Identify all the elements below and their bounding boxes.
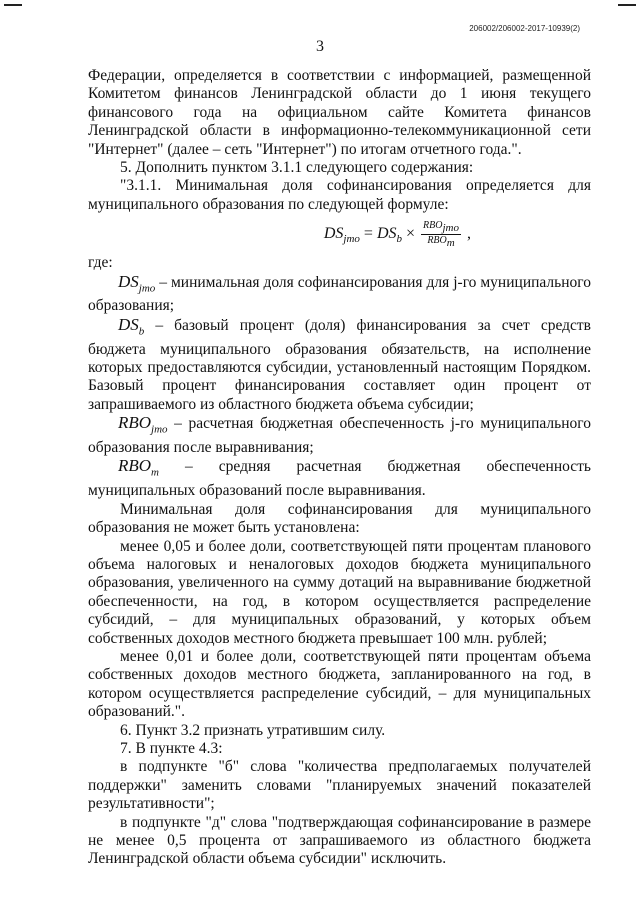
definition-ds-jmo: $DS_{jmo}$ – минимальная доля софинансирования для j-го муниципального образования;: [88, 271, 591, 315]
paragraph-federation-info: Федерации, определяется в соответствии с информацией, размещенной Комитетом финансов Ленинградской области до 1 июня текущего финансового года на официальном сайте Комитета финансов Ленинградской области в информационно-телекоммуникационной сети "Интернет" (далее – сеть "Интернет") по итогам отчетного года.".: [88, 67, 591, 158]
paragraph-less-005: менее 0,05 и более доли, соответствующей пяти процентам планового объема налоговых и неналоговых доходов бюджета муниципального образования, увеличенного на сумму дотаций на выравнивание бюджетной обеспеченности, на год, в котором осуществляется распределение субсидий, – для муниципальных образований, у которых объем собственных доходов местного бюджета превышает 100 млн. рублей;: [88, 537, 591, 647]
document-body: [88, 67, 591, 869]
cofinancing-formula: [88, 214, 591, 254]
formula-rhs: $DS_b$: [376, 225, 403, 246]
item-5: 5. Дополнить пунктом 3.1.1 следующего содержания:: [120, 159, 474, 177]
definition-ds-b: $DS_b$ – базовый процент (доля) финансирования за счет средств бюджета муниципального образования обязательств, на исполнение которых предоставляются субсидии, установленный настоящим Порядком. Базовый процент финансирования составляет один процент от запрашиваемого из областного бюджета объема субсидии;: [88, 314, 591, 413]
item-7: 7. В пункте 4.3:: [120, 739, 223, 757]
formula-times: ×: [402, 225, 420, 243]
item-6: 6. Пункт 3.2 признать утратившим силу.: [120, 721, 386, 739]
page-number: 3: [316, 38, 324, 55]
paragraph-3-1-1: "3.1.1. Минимальная доля софинансирования определяется для муниципального образования по следующей формуле:: [88, 177, 591, 213]
subitem-d: в подпункте "д" слова "подтверждающая софинансирование в размере не менее 0,5 процента от запрашиваемого из областного бюджета Ленинградской области объема субсидии" исключить.: [88, 813, 591, 868]
subitem-b: в подпункте "б" слова "количества предполагаемых получателей поддержки" заменить словами "планируемых значений показателей результативности";: [88, 758, 591, 813]
formula-fraction: $\frac{RBO_{jmo}}{RBO_m}$: [423, 220, 459, 250]
paragraph-less-001: менее 0,01 и более доли, соответствующей пяти процентам объема собственных доходов местного бюджета, запланированного на год, в котором осуществляется распределение субсидий, – для муниципальных образований.".: [88, 647, 591, 721]
scan-corner-mark-left: [4, 4, 22, 6]
formula-lhs: $DS_{jmo}$: [323, 225, 360, 246]
paragraph-min-share: Минимальная доля софинансирования для муниципального образования не может быть установлена:: [88, 500, 591, 537]
scan-corner-mark-right: [618, 4, 636, 6]
formula-equals: =: [359, 225, 377, 243]
where-label: где:: [88, 254, 113, 272]
definition-rbo-m: $RBO_m$ – средняя расчетная бюджетная обеспеченность муниципальных образований после выравнивания.: [88, 456, 591, 500]
formula-tail: ,: [463, 225, 471, 243]
document-number: 206002/206002-2017-10939(2): [469, 24, 580, 33]
definition-rbo-jmo: $RBO_{jmo}$ – расчетная бюджетная обеспеченность j-го муниципального образования после выравнивания;: [88, 413, 591, 457]
